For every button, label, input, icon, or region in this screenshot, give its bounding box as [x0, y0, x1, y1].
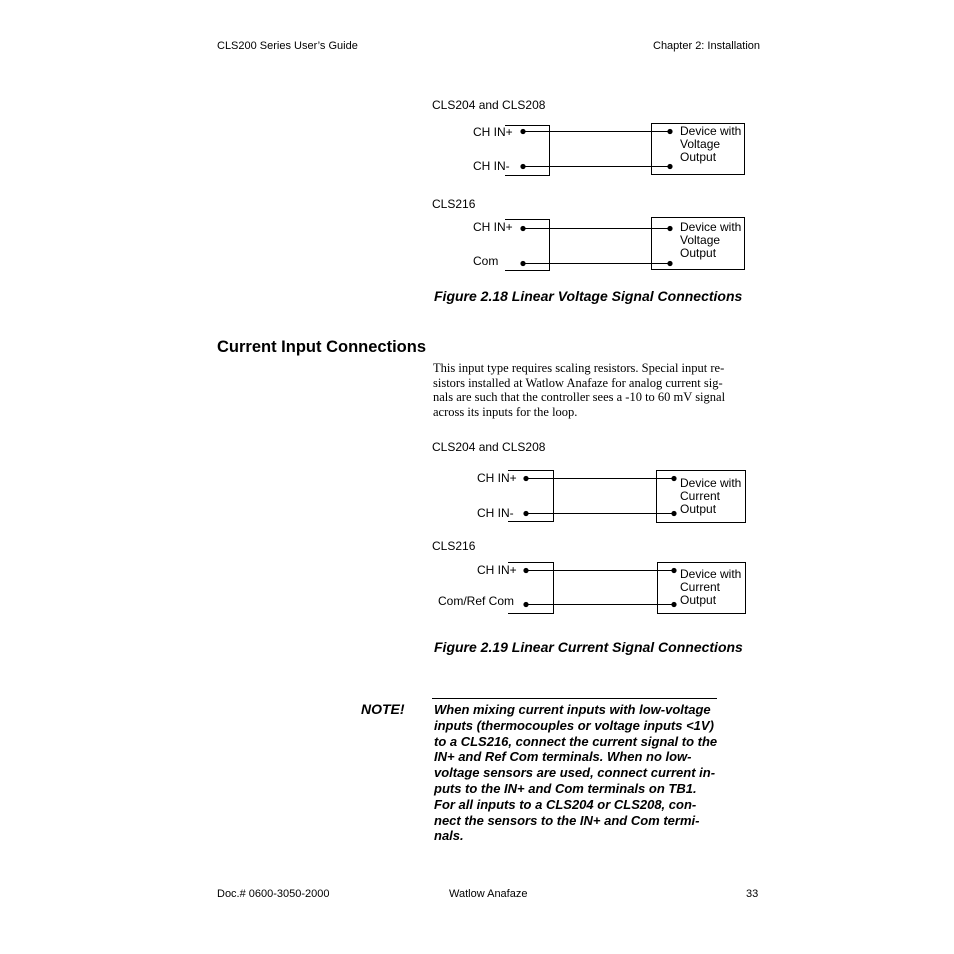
body-line: sistors installed at Watlow Anafaze for analog current sig-	[433, 375, 723, 390]
body-paragraph	[433, 361, 763, 419]
terminal-dot	[671, 476, 676, 481]
device-label-line: Output	[680, 150, 717, 164]
note-line: nect the sensors to the IN+ and Com termi-	[434, 812, 700, 828]
diagram-title: CLS216	[432, 539, 476, 553]
device-label-line: Output	[680, 593, 717, 607]
terminal-label: CH IN+	[473, 125, 513, 139]
terminal-label: CH IN-	[473, 159, 510, 173]
device-label-line: Device with	[680, 567, 742, 581]
device-label-line: Device with	[680, 220, 742, 234]
terminal-dot	[523, 476, 528, 481]
terminal-dot	[523, 568, 528, 573]
note-line: IN+ and Ref Com terminals. When no low-	[434, 749, 692, 765]
device-label	[680, 477, 741, 516]
terminal-label: CH IN-	[477, 506, 514, 520]
diagram-title: CLS204 and CLS208	[432, 440, 546, 454]
device-label-line: Voltage	[680, 233, 721, 247]
terminal-dot	[520, 261, 525, 266]
body-line: nals are such that the controller sees a -10 to 60 mV signal	[433, 390, 726, 405]
device-label-line: Current	[680, 580, 721, 594]
terminal-label: Com/Ref Com	[438, 594, 515, 608]
note-divider	[432, 698, 717, 699]
terminal-label: CH IN+	[477, 563, 517, 577]
note-text	[434, 702, 734, 844]
terminal-dot	[520, 164, 525, 169]
terminal-dot	[523, 511, 528, 516]
terminal-dot	[523, 602, 528, 607]
device-label	[680, 221, 741, 260]
note-line: For all inputs to a CLS204 or CLS208, con-	[434, 796, 697, 812]
note-line: When mixing current inputs with low-voltage	[434, 702, 711, 717]
footer-doc-number: Doc.# 0600-3050-2000	[217, 888, 330, 900]
terminal-label: Com	[473, 254, 499, 268]
terminal-label: CH IN+	[473, 220, 513, 234]
device-label	[680, 568, 741, 607]
note-label: NOTE!	[361, 701, 405, 717]
page-number: 33	[746, 888, 759, 900]
device-label-line: Output	[680, 502, 717, 516]
terminal-dot	[667, 164, 672, 169]
terminal-dot	[520, 129, 525, 134]
terminal-dot	[671, 602, 676, 607]
device-label-line: Device with	[680, 476, 742, 490]
device-label-line: Device with	[680, 124, 742, 138]
device-label	[680, 125, 741, 164]
terminal-dot	[667, 129, 672, 134]
diagram-title: CLS216	[432, 197, 476, 211]
terminal-label: CH IN+	[477, 471, 517, 485]
figure-caption: Figure 2.19 Linear Current Signal Connections	[434, 639, 743, 655]
device-label-line: Output	[680, 246, 717, 260]
note-line: inputs (thermocouples or voltage inputs <1V)	[434, 717, 714, 733]
terminal-dot	[671, 568, 676, 573]
note-line: to a CLS216, connect the current signal to the	[434, 733, 718, 749]
device-label-line: Current	[680, 489, 721, 503]
note-line: voltage sensors are used, connect current in-	[434, 765, 716, 781]
figure-caption: Figure 2.18 Linear Voltage Signal Connections	[434, 288, 743, 304]
body-line: across its inputs for the loop.	[433, 404, 578, 419]
footer-company: Watlow Anafaze	[449, 888, 528, 900]
diagram-title: CLS204 and CLS208	[432, 98, 546, 112]
terminal-dot	[667, 261, 672, 266]
terminal-dot	[671, 511, 676, 516]
terminal-dot	[520, 226, 525, 231]
note-line: nals.	[434, 828, 464, 844]
terminal-dot	[667, 226, 672, 231]
header-doc-title: CLS200 Series User’s Guide	[217, 40, 358, 52]
device-label-line: Voltage	[680, 137, 721, 151]
section-heading: Current Input Connections	[217, 338, 426, 356]
body-line: This input type requires scaling resistors. Special input re-	[433, 361, 725, 375]
header-chapter: Chapter 2: Installation	[653, 40, 761, 52]
note-line: puts to the IN+ and Com terminals on TB1.	[434, 780, 697, 796]
